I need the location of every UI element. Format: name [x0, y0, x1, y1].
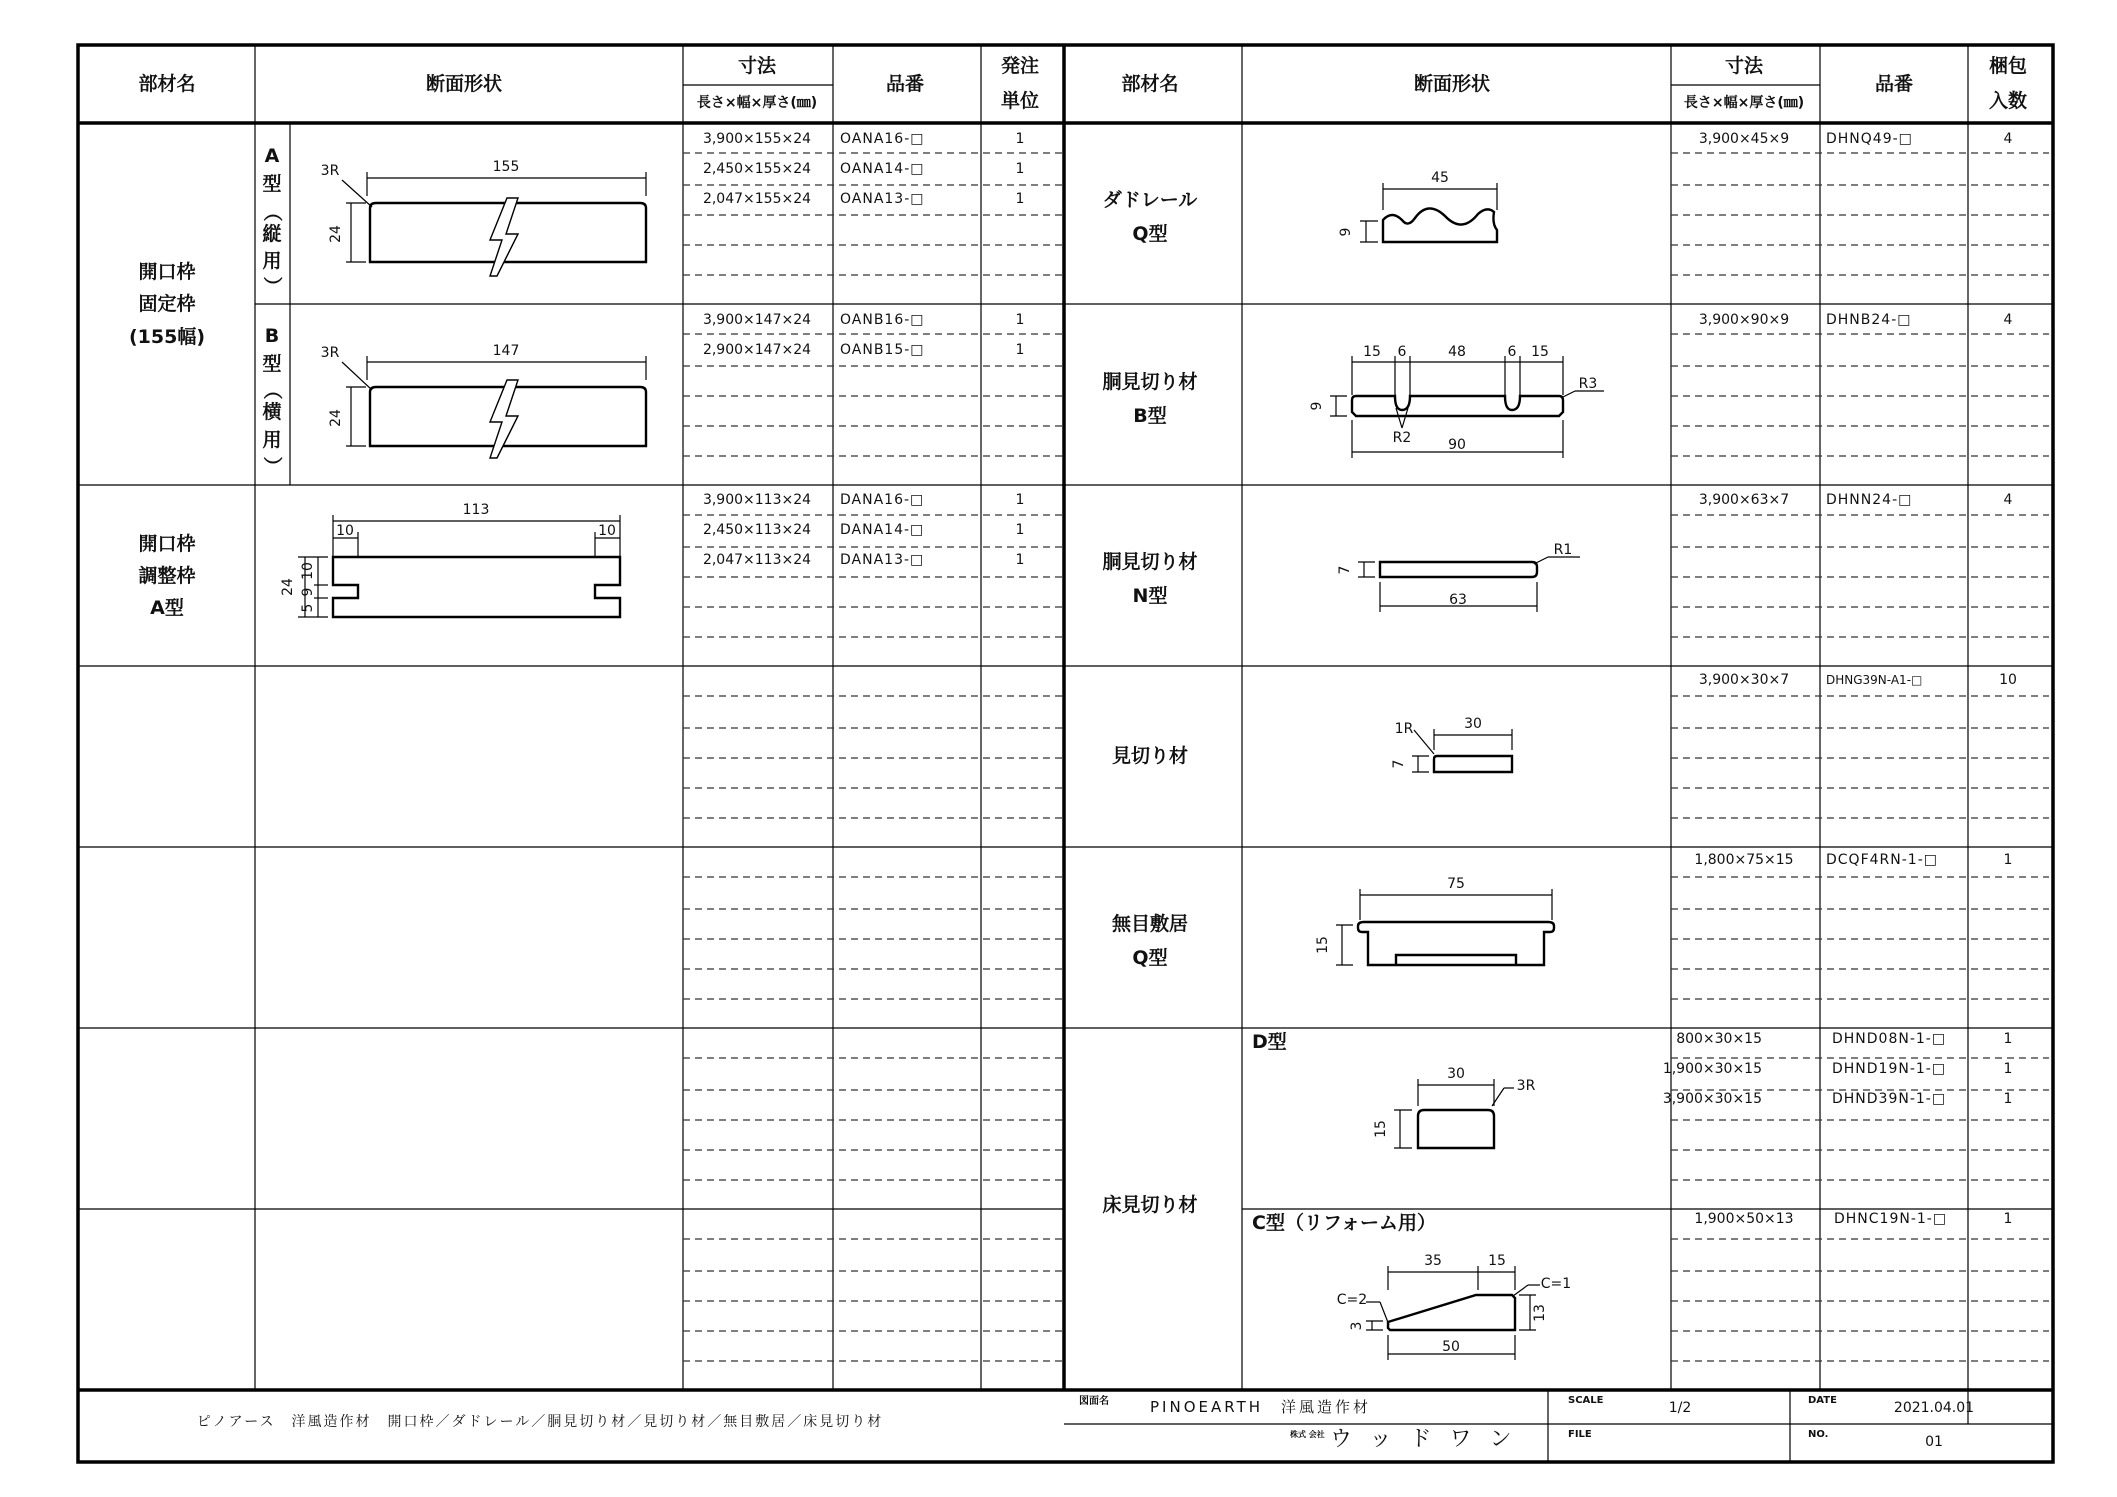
type-a-char: （ — [261, 202, 283, 222]
radius-label: 1R — [1394, 721, 1414, 737]
scale-caption: SCALE — [1568, 1395, 1604, 1406]
unit-value: 1 — [1015, 522, 1025, 538]
header-member: 部材名 — [138, 73, 196, 95]
header-section-right: 断面形状 — [1413, 73, 1491, 95]
code-value: DANA13-□ — [840, 552, 925, 568]
file-caption: FILE — [1568, 1429, 1592, 1440]
dim-value: 800×30×15 — [1676, 1031, 1762, 1047]
type-a-char: 型 — [262, 173, 282, 195]
company-prefix: 株式 会社 — [1290, 1430, 1325, 1439]
qty-value: 10 — [1999, 672, 2017, 688]
radius-r2-label: R2 — [1392, 430, 1412, 446]
radius-r3-label: R3 — [1578, 376, 1598, 392]
code-value: OANA16-□ — [840, 131, 925, 147]
width-label: 30 — [1447, 1066, 1465, 1082]
member-name-line1: 見切り材 — [1111, 745, 1189, 767]
code-value: OANB15-□ — [840, 342, 925, 358]
type-a-char: ） — [261, 276, 283, 296]
width-label: 50 — [1442, 1339, 1460, 1355]
company-name: ウッドワン — [1330, 1427, 1530, 1452]
thick-label: 24 — [328, 225, 344, 243]
code-value: DHNG39N-A1-□ — [1826, 673, 1923, 687]
member-name-line2: 固定枠 — [138, 293, 196, 315]
thick-label: 3 — [1349, 1321, 1365, 1331]
header-unit-2: 単位 — [1000, 90, 1040, 112]
type-a-char: A — [264, 145, 280, 167]
dim-value: 1,800×75×15 — [1694, 852, 1794, 868]
part-e-label: 15 — [1531, 344, 1549, 360]
qty-value: 1 — [2003, 852, 2013, 868]
radius-label: 3R — [320, 163, 340, 179]
unit-value: 1 — [1015, 312, 1025, 328]
radius-label: 3R — [320, 345, 340, 361]
unit-value: 1 — [1015, 342, 1025, 358]
header-dim: 寸法 — [737, 55, 777, 77]
type-b-char: 用 — [262, 429, 282, 451]
member-name-line2: Q型 — [1132, 947, 1168, 969]
footer-description: ピノアース 洋風造作材 開口枠／ダドレール／胴見切り材／見切り材／無目敷居／床見切り材 — [196, 1414, 884, 1430]
unit-value: 1 — [1015, 161, 1025, 177]
date-caption: DATE — [1808, 1395, 1837, 1406]
member-name-line1: 胴見切り材 — [1102, 551, 1198, 573]
header-unit-1: 発注 — [1000, 55, 1040, 77]
part-b-label: 9 — [300, 587, 316, 597]
type-b-char: 型 — [262, 353, 282, 375]
left-offset-label: 10 — [336, 523, 354, 539]
code-value: DHNN24-□ — [1826, 492, 1913, 508]
unit-value: 1 — [1015, 131, 1025, 147]
member-name-line1: 無目敷居 — [1111, 913, 1189, 935]
member-name-line1: 胴見切り材 — [1102, 371, 1198, 393]
part-b-label: 6 — [1397, 344, 1407, 360]
part-b-label: 15 — [1488, 1253, 1506, 1269]
thick-label: 24 — [328, 409, 344, 427]
code-value: DHND08N-1-□ — [1832, 1031, 1947, 1047]
dim-value: 3,900×63×7 — [1698, 492, 1790, 508]
code-value: OANA14-□ — [840, 161, 925, 177]
code-value: DCQF4RN-1-□ — [1826, 852, 1938, 868]
member-name-line1: 開口枠 — [138, 261, 196, 283]
qty-value: 4 — [2003, 492, 2013, 508]
qty-value: 1 — [2003, 1211, 2013, 1227]
thick-label: 9 — [1309, 401, 1325, 411]
thick-label: 15 — [1315, 936, 1331, 954]
member-name-line2: 調整枠 — [138, 565, 196, 587]
part-a-label: 15 — [1363, 344, 1381, 360]
dim-value: 3,900×45×9 — [1698, 131, 1790, 147]
dim-value: 3,900×155×24 — [702, 131, 812, 147]
member-name-line2: N型 — [1132, 585, 1168, 607]
no-value: 01 — [1925, 1434, 1943, 1450]
header-code-right: 品番 — [1874, 73, 1914, 95]
type-a-char: 用 — [262, 250, 282, 272]
width-label: 147 — [492, 343, 520, 359]
member-name-line3: (155幅) — [128, 326, 206, 348]
c-type-label: C型（リフォーム用） — [1252, 1212, 1436, 1234]
dim-value: 2,900×147×24 — [702, 342, 812, 358]
code-value: DHND39N-1-□ — [1832, 1091, 1947, 1107]
drawing-name: PINOEARTH 洋風造作材 — [1150, 1398, 1372, 1416]
right-offset-label: 10 — [598, 523, 616, 539]
qty-value: 1 — [2003, 1061, 2013, 1077]
unit-value: 1 — [1015, 552, 1025, 568]
header-qty-2: 入数 — [1988, 90, 2028, 112]
header-dim-sub: 長さ×幅×厚さ(㎜) — [696, 95, 818, 111]
dim-value: 2,047×155×24 — [702, 191, 812, 207]
header-code: 品番 — [885, 73, 925, 95]
thick-label: 15 — [1373, 1120, 1389, 1138]
member-name-line1: 開口枠 — [138, 533, 196, 555]
scale-value: 1/2 — [1668, 1400, 1692, 1416]
code-value: DHND19N-1-□ — [1832, 1061, 1947, 1077]
member-name-line2: B型 — [1133, 405, 1167, 427]
qty-value: 4 — [2003, 312, 2013, 328]
width-label: 90 — [1448, 437, 1466, 453]
height-label: 13 — [1532, 1304, 1548, 1322]
code-value: OANB16-□ — [840, 312, 925, 328]
date-value: 2021.04.01 — [1893, 1400, 1975, 1416]
type-b-char: ） — [261, 456, 283, 476]
no-caption: NO. — [1808, 1429, 1829, 1440]
header-member-right: 部材名 — [1121, 73, 1179, 95]
thick-label: 24 — [280, 578, 296, 596]
unit-value: 1 — [1015, 492, 1025, 508]
chamfer-c2-label: C=2 — [1336, 1292, 1368, 1308]
radius-label: 3R — [1516, 1078, 1536, 1094]
member-name-line2: Q型 — [1132, 223, 1168, 245]
dim-value: 3,900×113×24 — [702, 492, 812, 508]
code-value: DHNQ49-□ — [1826, 131, 1913, 147]
width-label: 75 — [1447, 876, 1465, 892]
type-b-char: 横 — [262, 401, 282, 423]
dim-value: 2,450×155×24 — [702, 161, 812, 177]
type-b-char: B — [264, 325, 280, 347]
header-qty-1: 梱包 — [1988, 55, 2028, 77]
member-name-line1: ダドレール — [1102, 189, 1198, 211]
thick-label: 7 — [1337, 565, 1353, 575]
thick-label: 7 — [1391, 759, 1407, 769]
dim-value: 2,450×113×24 — [702, 522, 812, 538]
qty-value: 1 — [2003, 1031, 2013, 1047]
dim-value: 3,900×147×24 — [702, 312, 812, 328]
code-value: DHNB24-□ — [1826, 312, 1912, 328]
part-c-label: 48 — [1448, 344, 1466, 360]
part-a-label: 35 — [1424, 1253, 1442, 1269]
part-a-label: 10 — [300, 562, 316, 580]
part-d-label: 6 — [1507, 344, 1517, 360]
dim-value: 3,900×90×9 — [1698, 312, 1790, 328]
dim-value: 1,900×30×15 — [1662, 1061, 1762, 1077]
width-label: 155 — [492, 159, 520, 175]
width-label: 30 — [1464, 716, 1482, 732]
header-dim-sub-right: 長さ×幅×厚さ(㎜) — [1683, 95, 1805, 111]
type-b-char: （ — [261, 380, 283, 400]
qty-value: 1 — [2003, 1091, 2013, 1107]
width-label: 45 — [1431, 170, 1449, 186]
type-a-char: 縦 — [262, 223, 282, 245]
width-label: 63 — [1449, 592, 1467, 608]
header-dim-right: 寸法 — [1724, 55, 1764, 77]
code-value: OANA13-□ — [840, 191, 925, 207]
qty-value: 4 — [2003, 131, 2013, 147]
radius-label: R1 — [1553, 542, 1573, 558]
dim-value: 3,900×30×7 — [1698, 672, 1790, 688]
member-name-line3: A型 — [150, 597, 184, 619]
code-value: DANA14-□ — [840, 522, 925, 538]
dim-value: 2,047×113×24 — [702, 552, 812, 568]
dim-value: 3,900×30×15 — [1662, 1091, 1762, 1107]
part-c-label: 5 — [300, 603, 316, 613]
unit-value: 1 — [1015, 191, 1025, 207]
width-label: 113 — [462, 502, 490, 518]
chamfer-c1-label: C=1 — [1540, 1276, 1572, 1292]
drawing-name-caption: 図面名 — [1079, 1396, 1109, 1407]
header-section: 断面形状 — [425, 73, 503, 95]
member-name: 床見切り材 — [1102, 1194, 1198, 1216]
thick-label: 9 — [1338, 227, 1354, 237]
d-type-label: D型 — [1252, 1031, 1287, 1053]
code-value: DANA16-□ — [840, 492, 925, 508]
code-value: DHNC19N-1-□ — [1834, 1211, 1948, 1227]
dim-value: 1,900×50×13 — [1694, 1211, 1794, 1227]
